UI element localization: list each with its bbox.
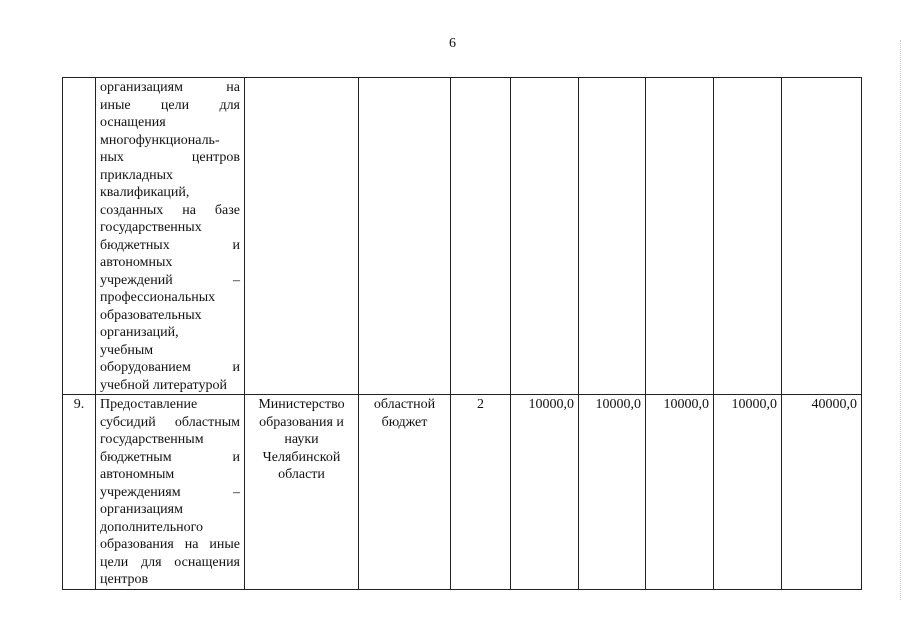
activity-name-line: государственных [100, 220, 202, 235]
cell-number: 9. [63, 395, 96, 590]
cell-task [451, 78, 511, 395]
executor-line: Министерство [258, 397, 345, 412]
cell-funding-source [359, 78, 451, 395]
activity-name-line: государственным [100, 432, 204, 447]
activity-name-line: созданных на базе [100, 202, 240, 218]
table-row-continued [63, 78, 862, 395]
cell-executor [245, 78, 359, 395]
activity-name-line: организациям на [100, 80, 240, 95]
activity-name-line: учреждениям – [100, 484, 240, 500]
activity-name-line: организациям [100, 502, 183, 517]
activity-name-line: Предоставление [100, 397, 198, 412]
cell-executor [245, 395, 359, 590]
cell-task: 2 [451, 395, 511, 590]
activity-name-line: организаций, [100, 325, 179, 340]
activity-name-line: автономным [100, 467, 175, 482]
executor-line: Челябинской [262, 449, 341, 465]
cell-year-1: 10000,0 [511, 395, 579, 590]
executor-line: области [278, 467, 325, 482]
executor-line: науки [284, 432, 319, 447]
activity-name-line: образовательных [100, 307, 202, 323]
activity-name-line: иные цели для [100, 97, 240, 113]
cell-activity-name [96, 78, 245, 395]
cell-funding-source [359, 395, 451, 590]
program-activities-table [62, 77, 862, 590]
activity-name-line: учреждений – [100, 272, 240, 288]
activity-name-line: профессиональных [100, 290, 216, 305]
cell-total: 40000,0 [782, 395, 862, 590]
activity-name-line: цели для оснащения [100, 554, 240, 570]
cell-activity-name [96, 395, 245, 590]
cell-year-2 [579, 78, 646, 395]
activity-name-line: многофункциональ- [100, 132, 220, 148]
scan-edge-artifact [898, 40, 901, 600]
cell-year-1 [511, 78, 579, 395]
cell-number [63, 78, 96, 395]
activity-name-line: учебной литературой [100, 377, 227, 393]
table-row-9 [63, 395, 862, 590]
activity-name-line: дополнительного [100, 519, 203, 535]
activity-name-line: прикладных [100, 167, 174, 183]
activity-name-line: бюджетным и [100, 449, 240, 465]
cell-year-2: 10000,0 [579, 395, 646, 590]
cell-year-4 [714, 78, 782, 395]
activity-name-line: квалификаций, [100, 185, 190, 200]
funding-source-line: областной [373, 397, 436, 412]
activity-name-line: бюджетных и [100, 237, 240, 253]
activity-name-line: ных центров [100, 150, 240, 165]
activity-name-line: оборудованием и [100, 360, 240, 375]
activity-name-line: центров [100, 572, 149, 587]
cell-year-3: 10000,0 [646, 395, 714, 590]
activity-name-line: субсидий областным [100, 414, 240, 430]
activity-name-line: учебным [100, 342, 154, 358]
activity-name-line: образования на иные [100, 537, 240, 552]
activity-name-line: автономных [100, 255, 173, 270]
cell-total [782, 78, 862, 395]
executor-line: образования и [259, 414, 344, 430]
activity-name-line: оснащения [100, 115, 166, 130]
cell-year-4: 10000,0 [714, 395, 782, 590]
page-number: 6 [449, 36, 456, 51]
cell-year-3 [646, 78, 714, 395]
funding-source-line: бюджет [381, 414, 428, 430]
